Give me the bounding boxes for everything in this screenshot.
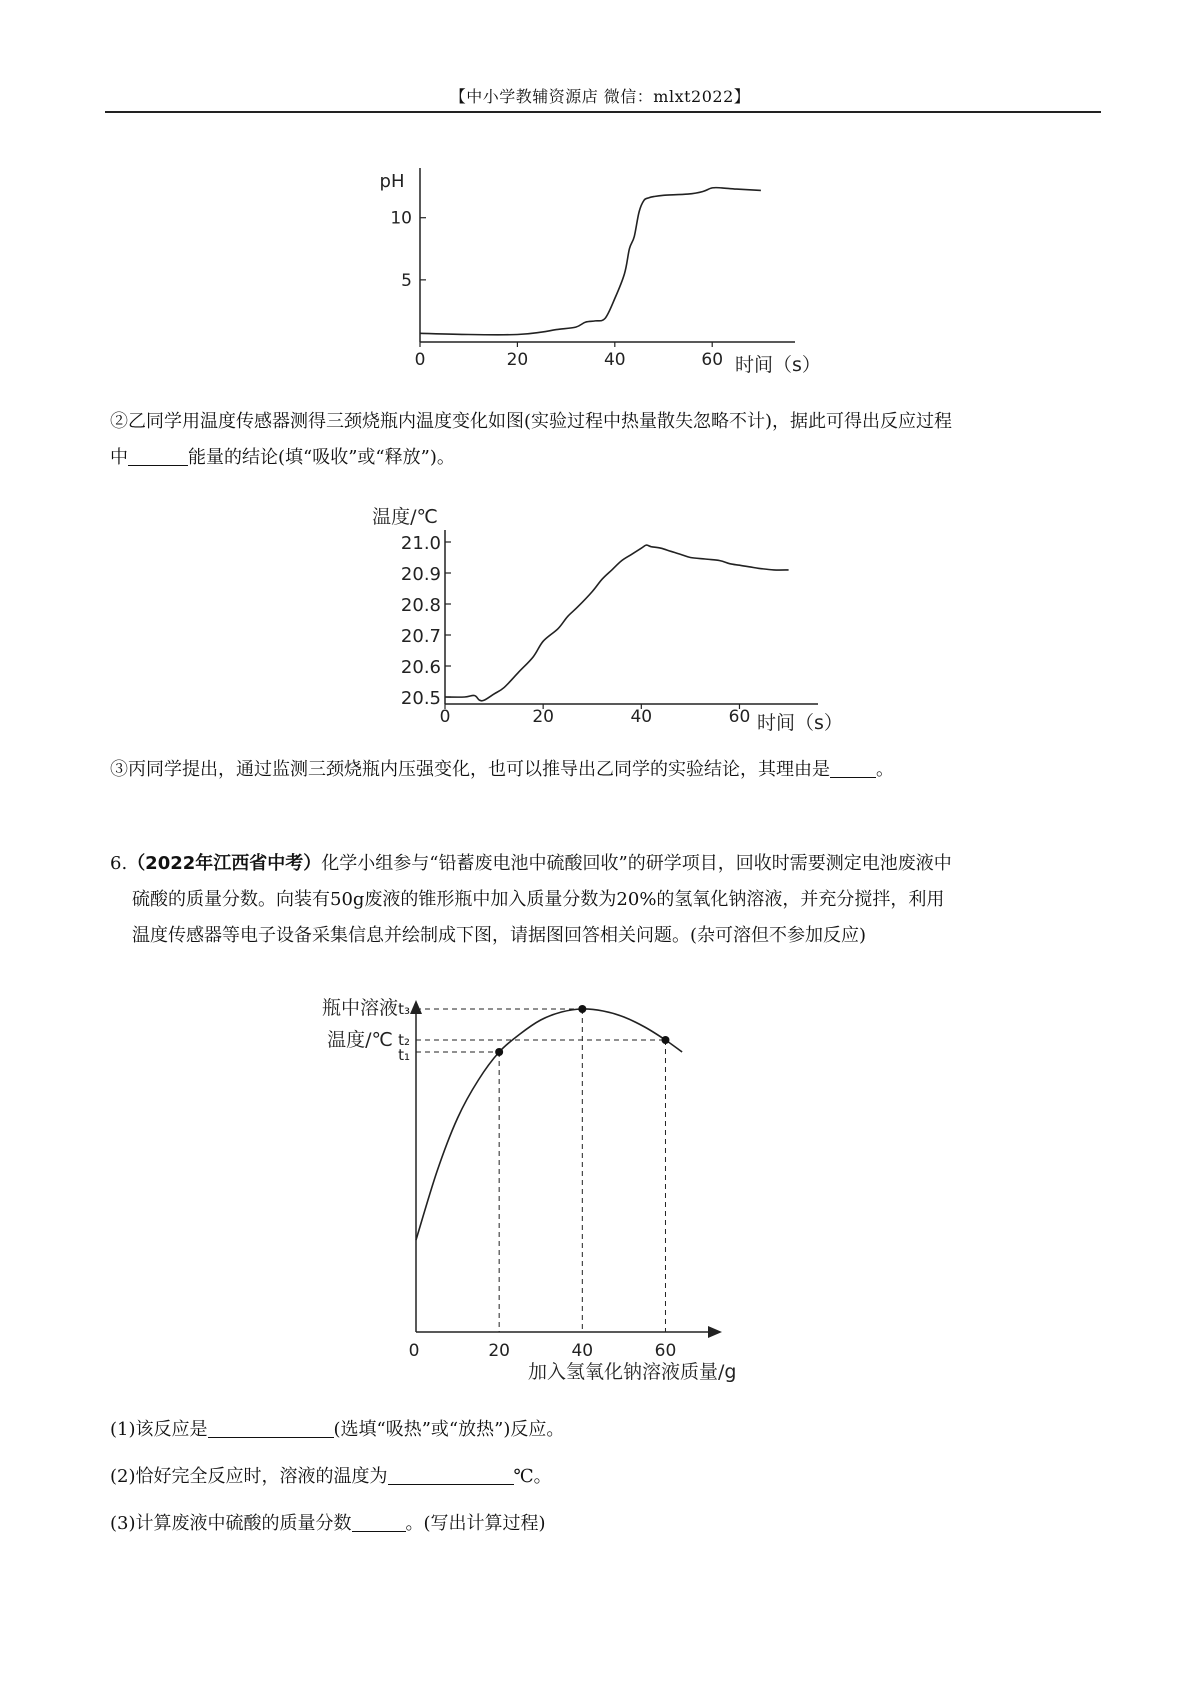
sub-question-1 bbox=[110, 1406, 1100, 1453]
temp-x-tick-label: 60 bbox=[728, 707, 751, 727]
sub-question-1-blank[interactable] bbox=[208, 1419, 334, 1438]
sub-question-3 bbox=[110, 1500, 1100, 1547]
bottle-x-tick-label: 20 bbox=[488, 1341, 510, 1361]
sub-question-1-a: (1)该反应是 bbox=[110, 1419, 208, 1440]
q6-line2: 硫酸的质量分数。向装有50g废液的锥形瓶中加入质量分数为20%的氢氧化钠溶液，并充分搅拌，利用 bbox=[132, 889, 945, 910]
temp-x-tick-label: 40 bbox=[630, 707, 653, 727]
bottle-temperature-chart bbox=[0, 990, 1200, 1383]
temperature-chart bbox=[0, 496, 1200, 736]
bottle-x-tick-label: 60 bbox=[654, 1341, 677, 1361]
sub-question-2-blank[interactable] bbox=[388, 1466, 514, 1485]
sub-question-1-b: (选填“吸热”或“放热”)反应。 bbox=[333, 1419, 565, 1440]
sub-question-2-b: ℃。 bbox=[513, 1466, 552, 1487]
bottle-x-arrow bbox=[708, 1326, 722, 1338]
bottle-y-arrow bbox=[410, 1000, 422, 1014]
q6-source: （2022年江西省中考） bbox=[127, 853, 322, 874]
ph-curve bbox=[420, 188, 761, 335]
temp-y-tick-label: 20.6 bbox=[400, 657, 441, 678]
q2-line1: ②乙同学用温度传感器测得三颈烧瓶内温度变化如图(实验过程中热量散失忽略不计)，据此可得出反应过程 bbox=[110, 411, 953, 432]
bottle-y-mark: t₃ bbox=[398, 1000, 410, 1018]
bottle-y-mark: t₁ bbox=[398, 1046, 410, 1064]
bottle-x-tick-label: 40 bbox=[571, 1341, 594, 1361]
q2-answer-blank[interactable] bbox=[128, 447, 188, 466]
ph-y-tick-label: 5 bbox=[401, 270, 412, 291]
bottle-x-label: 加入氢氧化钠溶液质量/g bbox=[528, 1361, 737, 1383]
ph-x-tick-label: 0 bbox=[414, 350, 426, 370]
ph-y-label: pH bbox=[379, 171, 405, 192]
q6-number: 6. bbox=[110, 853, 128, 874]
q3-text-a: ③丙同学提出，通过监测三颈烧瓶内压强变化，也可以推导出乙同学的实验结论，其理由是 bbox=[110, 759, 830, 780]
ph-x-tick-label: 60 bbox=[701, 350, 724, 370]
temp-y-tick-label: 20.9 bbox=[400, 564, 441, 585]
temp-y-tick-label: 21.0 bbox=[400, 533, 441, 554]
temp-x-label: 时间（s） bbox=[757, 712, 843, 734]
sub-question-3-blank[interactable] bbox=[352, 1513, 406, 1532]
temperature-curve bbox=[445, 545, 789, 701]
ph-x-label: 时间（s） bbox=[735, 354, 821, 376]
sub-questions bbox=[110, 1406, 1100, 1547]
q3-answer-blank[interactable] bbox=[830, 759, 876, 778]
sub-question-3-b: 。(写出计算过程) bbox=[405, 1513, 546, 1534]
ph-chart bbox=[0, 150, 1200, 380]
q6-line3: 温度传感器等电子设备采集信息并绘制成下图，请据图回答相关问题。(杂可溶但不参加反应) bbox=[132, 925, 867, 946]
question-6-text bbox=[110, 846, 1100, 954]
question-3-text bbox=[110, 752, 1100, 788]
ph-x-tick-label: 20 bbox=[506, 350, 529, 370]
sub-question-2-a: (2)恰好完全反应时，溶液的温度为 bbox=[110, 1466, 388, 1487]
header-rule bbox=[105, 111, 1101, 113]
q6-line1: 化学小组参与“铅蓄废电池中硫酸回收”的研学项目，回收时需要测定电池废液中 bbox=[321, 853, 952, 874]
ph-y-tick-label: 10 bbox=[390, 208, 412, 229]
sub-question-3-a: (3)计算废液中硫酸的质量分数 bbox=[110, 1513, 352, 1534]
q2-line2-a: 中 bbox=[110, 447, 128, 468]
bottle-y-mark: t₂ bbox=[398, 1031, 410, 1049]
bottle-y-label-2: 温度/℃ bbox=[327, 1029, 393, 1051]
temp-y-label: 温度/℃ bbox=[372, 506, 438, 528]
bottle-data-point bbox=[661, 1036, 669, 1044]
sub-question-2 bbox=[110, 1453, 1100, 1500]
temp-y-tick-label: 20.7 bbox=[400, 626, 441, 647]
bottle-temperature-curve bbox=[416, 1009, 682, 1240]
bottle-x-tick-label: 0 bbox=[408, 1341, 420, 1361]
bottle-y-label-1: 瓶中溶液 bbox=[321, 997, 399, 1019]
page-header: 【中小学教辅资源店 微信：mlxt2022】 bbox=[449, 87, 751, 106]
temp-x-tick-label: 20 bbox=[532, 707, 554, 727]
temp-y-tick-label: 20.8 bbox=[400, 595, 441, 616]
temp-y-tick-label: 20.5 bbox=[400, 688, 441, 709]
temp-x-tick-label: 0 bbox=[439, 707, 451, 727]
ph-x-tick-label: 40 bbox=[603, 350, 626, 370]
question-2-text bbox=[110, 404, 1100, 476]
q2-line2-b: 能量的结论(填“吸收”或“释放”)。 bbox=[188, 447, 455, 468]
bottle-data-point bbox=[495, 1048, 503, 1056]
q3-text-b: 。 bbox=[876, 759, 894, 780]
bottle-data-point bbox=[578, 1005, 586, 1013]
